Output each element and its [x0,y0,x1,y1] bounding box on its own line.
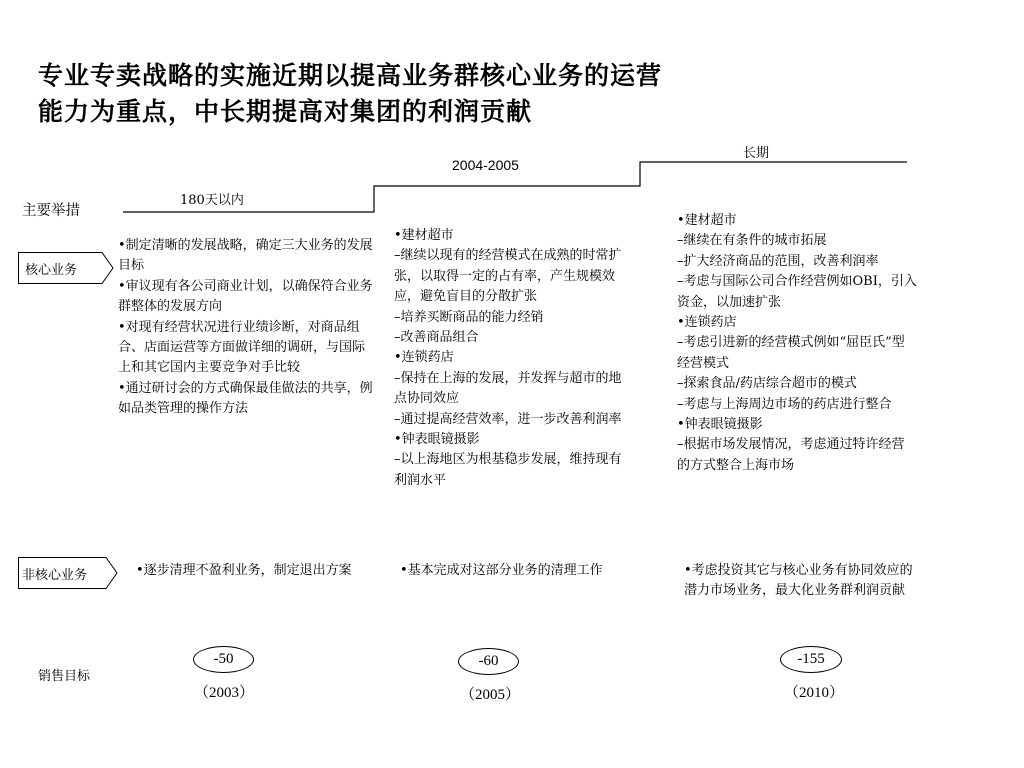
list-item: –探索食品/药店综合超市的模式 [677,376,857,392]
list-item: •连锁药店 [394,350,454,366]
title-line-1: 专业专卖战略的实施近期以提高业务群核心业务的运营 [38,61,663,90]
list-item: –考虑与国际公司合作经营例如OBI，引入资金，以加速扩张 [677,274,917,310]
list-item: –培养买断商品的能力经销 [394,309,544,325]
non-core-col-near [136,561,358,581]
list-item: –考虑引进新的经营模式例如“屈臣氏”型经营模式 [677,335,905,371]
list-item: –继续以现有的经营模式在成熟的时常扩张，以取得一定的占有率，产生规模效应，避免盲目的分散扩张 [394,248,622,305]
non-core-col-mid [400,561,606,581]
sales-target-year: （2003） [194,685,255,701]
non-core-business-tag: 非核心业务 [22,567,88,583]
list-item: –根据市场发展情况，考虑通过特许经营的方式整合上海市场 [677,437,905,473]
list-item: –继续在有条件的城市拓展 [677,233,827,249]
list-item: •钟表眼镜摄影 [394,432,480,448]
list-item: –考虑与上海周边市场的药店进行整合 [677,396,892,412]
core-col-long [677,211,917,476]
sales-target-value: -155 [780,646,842,673]
list-item: –通过提高经营效率，进一步改善利润率 [394,411,622,427]
list-item: •逐步清理不盈利业务，制定退出方案 [136,563,352,578]
sales-target-year: （2005） [460,687,521,703]
list-item: •基本完成对这部分业务的清理工作 [400,563,603,578]
list-item: –保持在上海的发展，并发挥与超市的地点协同效应 [394,370,622,407]
list-item: –改善商品组合 [394,330,479,346]
list-item: –扩大经济商品的范围，改善利润率 [677,253,879,269]
list-item: •连锁药店 [677,315,737,331]
sales-target-value: -60 [458,648,519,675]
list-item: •审议现有各公司商业计划，以确保符合业务群整体的发展方向 [118,278,373,315]
list-item: •建材超市 [394,228,454,243]
phase-near-label: 180天以内 [180,193,244,208]
non-core-col-long [684,561,916,602]
sales-target-label: 销售目标 [38,669,91,684]
core-col-near [118,236,376,420]
list-item: –以上海地区为根基稳步发展，维持现有利润水平 [394,452,622,488]
list-item: •钟表眼镜摄影 [677,417,763,433]
list-item: •制定清晰的发展战略，确定三大业务的发展目标 [118,238,373,274]
core-business-tag: 核心业务 [25,262,78,278]
phase-long-label: 长期 [743,146,770,161]
title-line-2: 能力为重点，中长期提高对集团的利润贡献 [38,97,533,126]
sales-target-year: （2010） [784,685,845,701]
phase-mid-label: 2004-2005 [452,157,519,173]
list-item: •考虑投资其它与核心业务有协同效应的潜力市场业务，最大化业务群利润贡献 [684,563,913,599]
list-item: •建材超市 [677,213,737,228]
core-col-mid [394,226,634,491]
list-item: •对现有经营状况进行业绩诊断，对商品组合、店面运营等方面做详细的调研，与国际上和其它国内主要竞争对手比较 [118,319,366,376]
measures-label: 主要举措 [22,203,80,219]
list-item: •通过研讨会的方式确保最佳做法的共享，例如品类管理的操作方法 [118,380,373,417]
sales-target-value: -50 [193,646,254,673]
